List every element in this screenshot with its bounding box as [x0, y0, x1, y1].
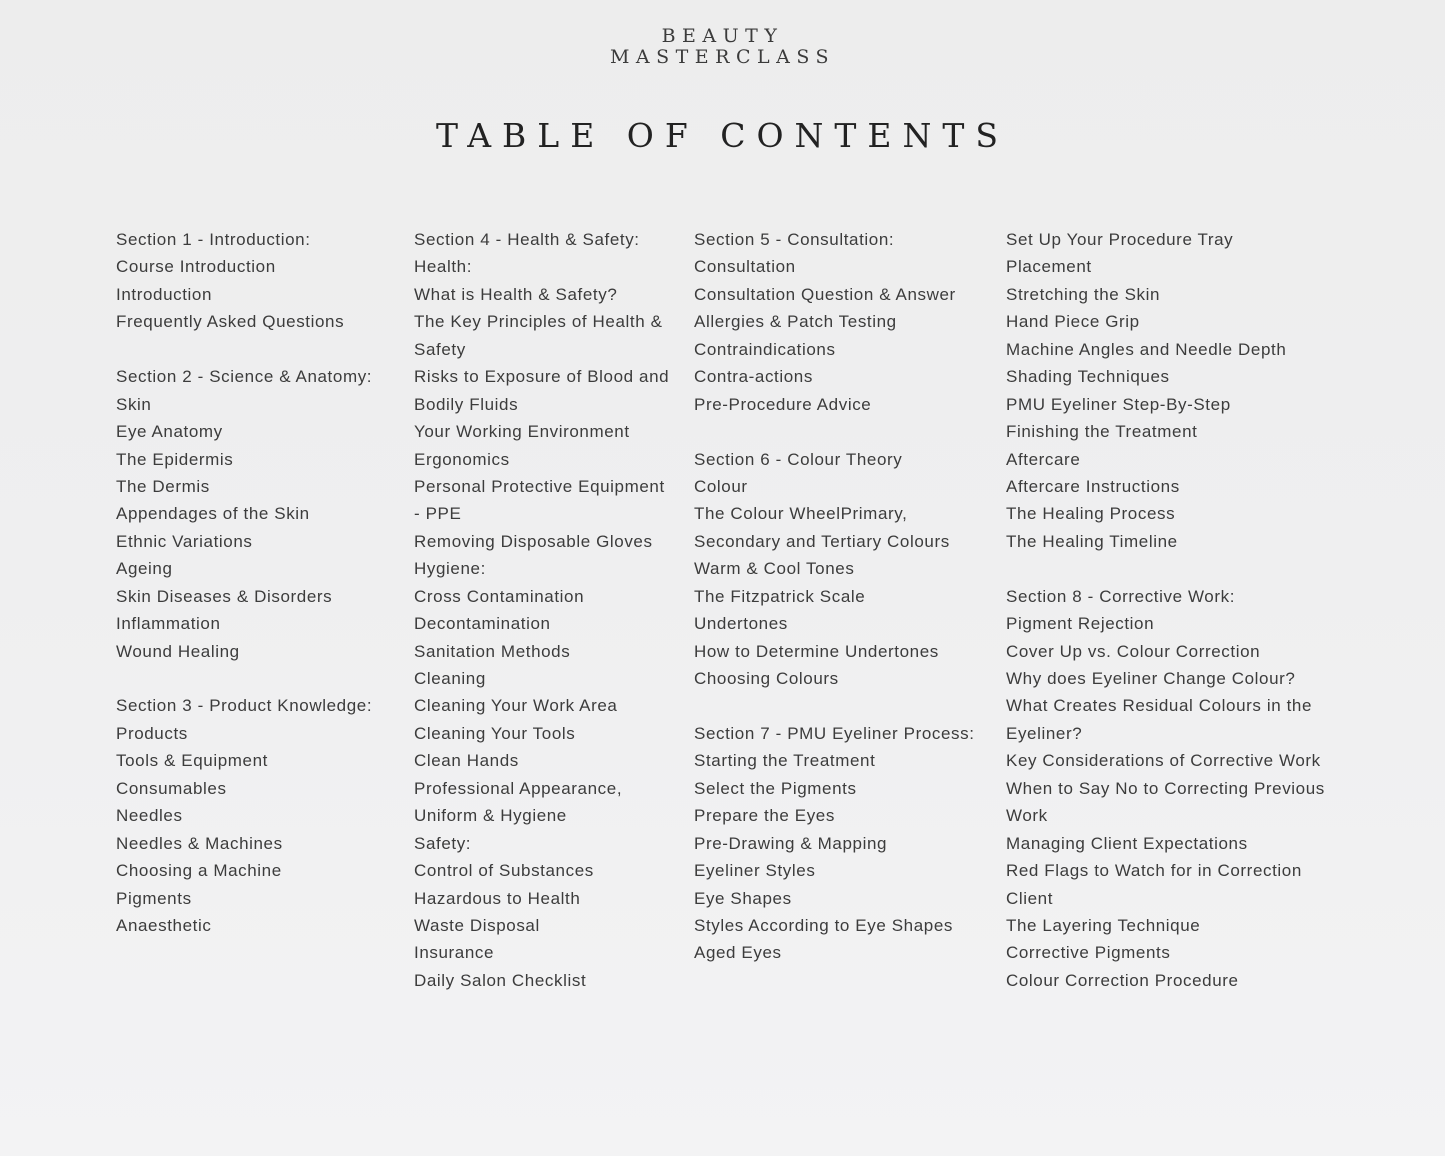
- toc-entry: The Dermis: [116, 476, 210, 496]
- toc-entry: Clean Hands: [414, 751, 519, 771]
- toc-entry: Managing Client Expectations: [1006, 833, 1248, 853]
- toc-entry: Appendages of the Skin: [116, 504, 310, 524]
- toc-entry: Warm & Cool Tones: [694, 559, 855, 579]
- toc-entry: Decontamination: [414, 614, 551, 634]
- toc-entry: Ethnic Variations: [116, 531, 253, 551]
- toc-column-1: [116, 226, 372, 939]
- toc-entry: Inflammation: [116, 614, 221, 634]
- toc-entry: Colour: [694, 476, 748, 496]
- toc-entry: Anaesthetic: [116, 915, 212, 935]
- toc-entry: Section 4 - Health & Safety:: [414, 230, 640, 249]
- toc-entry: Shading Techniques: [1006, 367, 1170, 387]
- toc-entry: The Healing Timeline: [1006, 531, 1178, 551]
- toc-entry: Consultation Question & Answer: [694, 284, 956, 304]
- toc-entry: Eyeliner?: [1006, 723, 1083, 743]
- toc-entry: How to Determine Undertones: [694, 641, 939, 661]
- toc-entry: Consumables: [116, 778, 227, 798]
- toc-entry: Waste Disposal: [414, 915, 540, 935]
- toc-column-3: [694, 226, 975, 967]
- brand-line-2: MASTERCLASS: [609, 46, 836, 68]
- toc-entry: Finishing the Treatment: [1006, 422, 1198, 442]
- toc-entry: Professional Appearance,: [414, 778, 623, 798]
- toc-entry: Red Flags to Watch for in Correction: [1006, 861, 1302, 881]
- toc-entry: Eye Shapes: [694, 888, 792, 908]
- toc-entry: Section 7 - PMU Eyeliner Process:: [694, 723, 975, 743]
- toc-entry: Styles According to Eye Shapes: [694, 915, 953, 935]
- toc-entry: Ergonomics: [414, 449, 510, 469]
- toc-entry: Pre-Drawing & Mapping: [694, 833, 888, 853]
- toc-entry: The Healing Process: [1006, 504, 1176, 524]
- toc-entry: Control of Substances: [414, 861, 594, 881]
- toc-entry: Tools & Equipment: [116, 751, 268, 771]
- toc-entry: Sanitation Methods: [414, 641, 571, 661]
- toc-column-4: [1006, 226, 1325, 994]
- toc-entry: Colour Correction Procedure: [1006, 970, 1239, 990]
- spacer-line: [116, 336, 372, 363]
- spacer-line: [694, 418, 975, 445]
- toc-entry: Needles & Machines: [116, 833, 283, 853]
- toc-entry: Select the Pigments: [694, 778, 857, 798]
- toc-column-2: [414, 226, 669, 994]
- spacer-line: [694, 692, 975, 719]
- toc-entry: What is Health & Safety?: [414, 284, 618, 304]
- toc-entry: Undertones: [694, 614, 788, 634]
- spacer-line: [1006, 555, 1325, 582]
- toc-entry: Pigments: [116, 888, 192, 908]
- toc-entry: The Colour WheelPrimary,: [694, 504, 908, 524]
- toc-entry: Set Up Your Procedure Tray: [1006, 230, 1234, 249]
- toc-entry: Key Considerations of Corrective Work: [1006, 751, 1321, 771]
- toc-entry: Secondary and Tertiary Colours: [694, 531, 950, 551]
- toc-entry: Section 6 - Colour Theory: [694, 449, 903, 469]
- brand-line-1: BEAUTY: [661, 25, 784, 47]
- toc-entry: Introduction: [116, 284, 213, 304]
- toc-entry: Pre-Procedure Advice: [694, 394, 872, 414]
- toc-entry: Cleaning Your Tools: [414, 723, 576, 743]
- toc-entry: Hygiene:: [414, 559, 486, 579]
- toc-entry: Ageing: [116, 559, 173, 579]
- toc-entry: Aged Eyes: [694, 943, 782, 963]
- toc-entry: Cross Contamination: [414, 586, 585, 606]
- toc-entry: What Creates Residual Colours in the: [1006, 696, 1313, 716]
- toc-entry: Client: [1006, 888, 1054, 908]
- toc-entry: Contraindications: [694, 339, 836, 359]
- toc-entry: Allergies & Patch Testing: [694, 312, 897, 332]
- toc-entry: Uniform & Hygiene: [414, 806, 567, 826]
- toc-entry: When to Say No to Correcting Previous: [1006, 778, 1325, 798]
- toc-entry: Consultation: [694, 257, 796, 277]
- toc-entry: Personal Protective Equipment: [414, 476, 665, 496]
- toc-entry: Insurance: [414, 943, 495, 963]
- toc-entry: PMU Eyeliner Step-By-Step: [1006, 394, 1231, 414]
- toc-entry: Section 5 - Consultation:: [694, 230, 895, 249]
- toc-entry: The Fitzpatrick Scale: [694, 586, 866, 606]
- toc-entry: Your Working Environment: [414, 422, 630, 442]
- toc-entry: Contra-actions: [694, 367, 813, 387]
- toc-entry: - PPE: [414, 504, 462, 524]
- toc-entry: The Layering Technique: [1006, 915, 1201, 935]
- toc-entry: Wound Healing: [116, 641, 240, 661]
- toc-entry: Section 1 - Introduction:: [116, 230, 311, 249]
- toc-entry: Safety:: [414, 833, 472, 853]
- toc-entry: Cover Up vs. Colour Correction: [1006, 641, 1261, 661]
- toc-entry: Frequently Asked Questions: [116, 312, 345, 332]
- spacer-line: [116, 665, 372, 692]
- toc-entry: Removing Disposable Gloves: [414, 531, 653, 551]
- toc-entry: Aftercare: [1006, 449, 1081, 469]
- toc-entry: Choosing Colours: [694, 669, 839, 688]
- toc-entry: Pigment Rejection: [1006, 614, 1155, 634]
- toc-entry: Needles: [116, 806, 183, 826]
- toc-entry: Prepare the Eyes: [694, 806, 835, 826]
- toc-entry: Hand Piece Grip: [1006, 312, 1140, 332]
- toc-entry: Placement: [1006, 257, 1092, 277]
- toc-entry: Health:: [414, 257, 473, 277]
- toc-entry: Section 2 - Science & Anatomy:: [116, 367, 373, 387]
- toc-entry: Risks to Exposure of Blood and: [414, 367, 670, 387]
- toc-entry: Hazardous to Health: [414, 888, 581, 908]
- toc-entry: The Epidermis: [116, 449, 234, 469]
- toc-entry: Skin Diseases & Disorders: [116, 586, 333, 606]
- toc-entry: The Key Principles of Health &: [414, 312, 663, 332]
- toc-entry: Cleaning Your Work Area: [414, 696, 618, 716]
- toc-entry: Stretching the Skin: [1006, 284, 1161, 304]
- toc-entry: Section 8 - Corrective Work:: [1006, 586, 1236, 606]
- brand-logo: [0, 26, 1445, 68]
- toc-entry: Eyeliner Styles: [694, 861, 816, 881]
- toc-entry: Bodily Fluids: [414, 394, 519, 414]
- toc-entry: Daily Salon Checklist: [414, 970, 587, 990]
- toc-entry: Choosing a Machine: [116, 861, 282, 881]
- toc-entry: Eye Anatomy: [116, 422, 223, 442]
- toc-entry: Machine Angles and Needle Depth: [1006, 339, 1287, 359]
- toc-entry: Section 3 - Product Knowledge:: [116, 696, 373, 716]
- page-title: TABLE OF CONTENTS: [436, 116, 1009, 155]
- toc-entry: Cleaning: [414, 669, 486, 688]
- toc-entry: Aftercare Instructions: [1006, 476, 1180, 496]
- toc-entry: Why does Eyeliner Change Colour?: [1006, 669, 1296, 688]
- toc-entry: Safety: [414, 339, 466, 359]
- toc-entry: Products: [116, 723, 188, 743]
- toc-entry: Work: [1006, 806, 1048, 826]
- toc-entry: Course Introduction: [116, 257, 276, 277]
- toc-entry: Corrective Pigments: [1006, 943, 1171, 963]
- toc-entry: Starting the Treatment: [694, 751, 876, 771]
- toc-entry: Skin: [116, 394, 152, 414]
